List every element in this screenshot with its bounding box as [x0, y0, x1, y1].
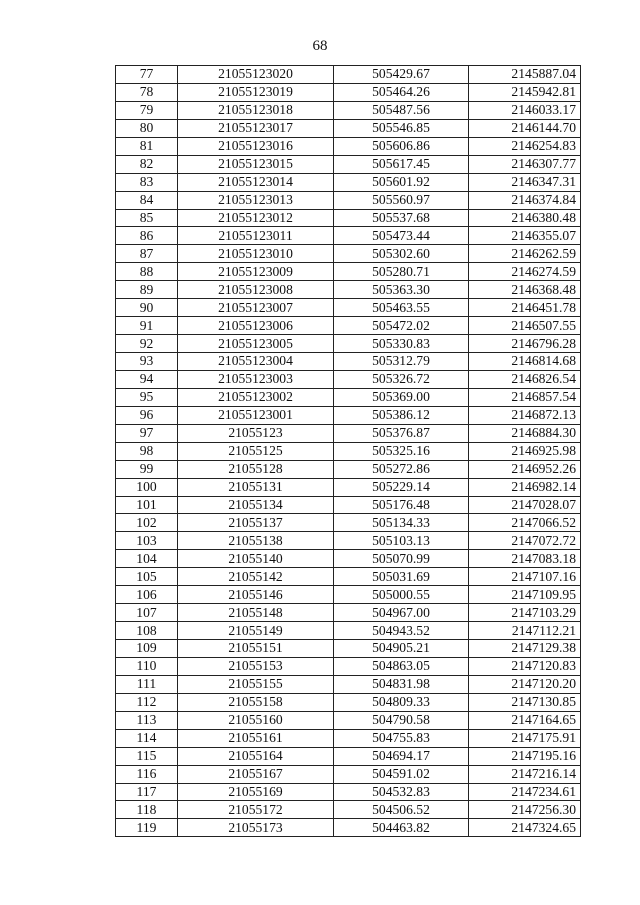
x-coordinate-cell: 505176.48	[334, 496, 469, 514]
row-number-cell: 117	[116, 783, 178, 801]
x-coordinate-cell: 504591.02	[334, 765, 469, 783]
table-row	[116, 747, 581, 765]
point-id-cell: 21055123018	[178, 101, 334, 119]
y-coordinate-cell: 2146507.55	[469, 317, 581, 335]
point-id-cell: 21055151	[178, 640, 334, 658]
table-row	[116, 550, 581, 568]
y-coordinate-cell: 2146826.54	[469, 370, 581, 388]
y-coordinate-cell: 2146857.54	[469, 388, 581, 406]
y-coordinate-cell: 2147130.85	[469, 693, 581, 711]
row-number-cell: 87	[116, 245, 178, 263]
table-row	[116, 370, 581, 388]
x-coordinate-cell: 504463.82	[334, 819, 469, 837]
point-id-cell: 21055164	[178, 747, 334, 765]
x-coordinate-cell: 504532.83	[334, 783, 469, 801]
point-id-cell: 21055173	[178, 819, 334, 837]
table-row	[116, 406, 581, 424]
point-id-cell: 21055123012	[178, 209, 334, 227]
point-id-cell: 21055148	[178, 604, 334, 622]
row-number-cell: 89	[116, 281, 178, 299]
point-id-cell: 21055167	[178, 765, 334, 783]
table-row	[116, 657, 581, 675]
table-body	[116, 66, 581, 837]
coordinates-table	[115, 65, 581, 837]
x-coordinate-cell: 505134.33	[334, 514, 469, 532]
table-row	[116, 335, 581, 353]
x-coordinate-cell: 505537.68	[334, 209, 469, 227]
x-coordinate-cell: 505463.55	[334, 299, 469, 317]
y-coordinate-cell: 2146274.59	[469, 263, 581, 281]
row-number-cell: 110	[116, 657, 178, 675]
point-id-cell: 21055123014	[178, 173, 334, 191]
x-coordinate-cell: 505280.71	[334, 263, 469, 281]
y-coordinate-cell: 2147109.95	[469, 586, 581, 604]
table-row	[116, 801, 581, 819]
point-id-cell: 21055131	[178, 478, 334, 496]
point-id-cell: 21055123008	[178, 281, 334, 299]
x-coordinate-cell: 504943.52	[334, 622, 469, 640]
x-coordinate-cell: 505546.85	[334, 119, 469, 137]
x-coordinate-cell: 504863.05	[334, 657, 469, 675]
table-row	[116, 442, 581, 460]
y-coordinate-cell: 2147234.61	[469, 783, 581, 801]
table-row	[116, 281, 581, 299]
table-row	[116, 514, 581, 532]
row-number-cell: 94	[116, 370, 178, 388]
row-number-cell: 105	[116, 568, 178, 586]
point-id-cell: 21055169	[178, 783, 334, 801]
row-number-cell: 106	[116, 586, 178, 604]
row-number-cell: 98	[116, 442, 178, 460]
x-coordinate-cell: 504905.21	[334, 640, 469, 658]
row-number-cell: 84	[116, 191, 178, 209]
table-row	[116, 388, 581, 406]
row-number-cell: 91	[116, 317, 178, 335]
y-coordinate-cell: 2147083.18	[469, 550, 581, 568]
y-coordinate-cell: 2146033.17	[469, 101, 581, 119]
y-coordinate-cell: 2146144.70	[469, 119, 581, 137]
table-row	[116, 245, 581, 263]
y-coordinate-cell: 2147072.72	[469, 532, 581, 550]
row-number-cell: 77	[116, 66, 178, 84]
row-number-cell: 114	[116, 729, 178, 747]
row-number-cell: 116	[116, 765, 178, 783]
y-coordinate-cell: 2147216.14	[469, 765, 581, 783]
table-row	[116, 675, 581, 693]
x-coordinate-cell: 505472.02	[334, 317, 469, 335]
y-coordinate-cell: 2146368.48	[469, 281, 581, 299]
y-coordinate-cell: 2146796.28	[469, 335, 581, 353]
x-coordinate-cell: 505601.92	[334, 173, 469, 191]
point-id-cell: 21055123001	[178, 406, 334, 424]
y-coordinate-cell: 2147103.29	[469, 604, 581, 622]
y-coordinate-cell: 2146380.48	[469, 209, 581, 227]
point-id-cell: 21055123010	[178, 245, 334, 263]
x-coordinate-cell: 504694.17	[334, 747, 469, 765]
row-number-cell: 88	[116, 263, 178, 281]
y-coordinate-cell: 2146982.14	[469, 478, 581, 496]
row-number-cell: 96	[116, 406, 178, 424]
table-row	[116, 496, 581, 514]
table-row	[116, 478, 581, 496]
x-coordinate-cell: 505369.00	[334, 388, 469, 406]
point-id-cell: 21055146	[178, 586, 334, 604]
row-number-cell: 118	[116, 801, 178, 819]
point-id-cell: 21055134	[178, 496, 334, 514]
table-row	[116, 137, 581, 155]
y-coordinate-cell: 2147324.65	[469, 819, 581, 837]
row-number-cell: 79	[116, 101, 178, 119]
point-id-cell: 21055160	[178, 711, 334, 729]
row-number-cell: 108	[116, 622, 178, 640]
point-id-cell: 21055123	[178, 424, 334, 442]
table-row	[116, 101, 581, 119]
table-row	[116, 263, 581, 281]
x-coordinate-cell: 505229.14	[334, 478, 469, 496]
point-id-cell: 21055123006	[178, 317, 334, 335]
row-number-cell: 113	[116, 711, 178, 729]
x-coordinate-cell: 505031.69	[334, 568, 469, 586]
x-coordinate-cell: 504790.58	[334, 711, 469, 729]
x-coordinate-cell: 505617.45	[334, 155, 469, 173]
row-number-cell: 81	[116, 137, 178, 155]
table-row	[116, 622, 581, 640]
point-id-cell: 21055123007	[178, 299, 334, 317]
row-number-cell: 107	[116, 604, 178, 622]
table-row	[116, 729, 581, 747]
point-id-cell: 21055155	[178, 675, 334, 693]
point-id-cell: 21055123004	[178, 353, 334, 371]
point-id-cell: 21055123013	[178, 191, 334, 209]
row-number-cell: 99	[116, 460, 178, 478]
x-coordinate-cell: 505272.86	[334, 460, 469, 478]
point-id-cell: 21055128	[178, 460, 334, 478]
point-id-cell: 21055138	[178, 532, 334, 550]
table-row	[116, 460, 581, 478]
point-id-cell: 21055123003	[178, 370, 334, 388]
point-id-cell: 21055123002	[178, 388, 334, 406]
y-coordinate-cell: 2146925.98	[469, 442, 581, 460]
x-coordinate-cell: 505376.87	[334, 424, 469, 442]
x-coordinate-cell: 505363.30	[334, 281, 469, 299]
y-coordinate-cell: 2147129.38	[469, 640, 581, 658]
row-number-cell: 115	[116, 747, 178, 765]
x-coordinate-cell: 505429.67	[334, 66, 469, 84]
point-id-cell: 21055123017	[178, 119, 334, 137]
row-number-cell: 111	[116, 675, 178, 693]
x-coordinate-cell: 505312.79	[334, 353, 469, 371]
y-coordinate-cell: 2146374.84	[469, 191, 581, 209]
x-coordinate-cell: 505560.97	[334, 191, 469, 209]
row-number-cell: 92	[116, 335, 178, 353]
y-coordinate-cell: 2146307.77	[469, 155, 581, 173]
row-number-cell: 119	[116, 819, 178, 837]
table-row	[116, 191, 581, 209]
row-number-cell: 104	[116, 550, 178, 568]
point-id-cell: 21055140	[178, 550, 334, 568]
row-number-cell: 78	[116, 83, 178, 101]
y-coordinate-cell: 2147066.52	[469, 514, 581, 532]
point-id-cell: 21055153	[178, 657, 334, 675]
y-coordinate-cell: 2146254.83	[469, 137, 581, 155]
y-coordinate-cell: 2146347.31	[469, 173, 581, 191]
y-coordinate-cell: 2147256.30	[469, 801, 581, 819]
point-id-cell: 21055149	[178, 622, 334, 640]
table-row	[116, 765, 581, 783]
x-coordinate-cell: 504506.52	[334, 801, 469, 819]
point-id-cell: 21055123011	[178, 227, 334, 245]
y-coordinate-cell: 2146814.68	[469, 353, 581, 371]
table-row	[116, 83, 581, 101]
table-row	[116, 783, 581, 801]
row-number-cell: 109	[116, 640, 178, 658]
row-number-cell: 101	[116, 496, 178, 514]
table-row	[116, 227, 581, 245]
y-coordinate-cell: 2146262.59	[469, 245, 581, 263]
point-id-cell: 21055123015	[178, 155, 334, 173]
row-number-cell: 112	[116, 693, 178, 711]
row-number-cell: 95	[116, 388, 178, 406]
y-coordinate-cell: 2147120.20	[469, 675, 581, 693]
row-number-cell: 102	[116, 514, 178, 532]
point-id-cell: 21055123019	[178, 83, 334, 101]
y-coordinate-cell: 2145942.81	[469, 83, 581, 101]
y-coordinate-cell: 2147164.65	[469, 711, 581, 729]
table-row	[116, 819, 581, 837]
row-number-cell: 100	[116, 478, 178, 496]
x-coordinate-cell: 505464.26	[334, 83, 469, 101]
row-number-cell: 85	[116, 209, 178, 227]
point-id-cell: 21055125	[178, 442, 334, 460]
row-number-cell: 80	[116, 119, 178, 137]
point-id-cell: 21055142	[178, 568, 334, 586]
y-coordinate-cell: 2147195.16	[469, 747, 581, 765]
table-row	[116, 66, 581, 84]
x-coordinate-cell: 505326.72	[334, 370, 469, 388]
point-id-cell: 21055123005	[178, 335, 334, 353]
y-coordinate-cell: 2147120.83	[469, 657, 581, 675]
table-row	[116, 568, 581, 586]
y-coordinate-cell: 2146355.07	[469, 227, 581, 245]
y-coordinate-cell: 2147107.16	[469, 568, 581, 586]
table-row	[116, 155, 581, 173]
x-coordinate-cell: 505606.86	[334, 137, 469, 155]
row-number-cell: 86	[116, 227, 178, 245]
x-coordinate-cell: 504967.00	[334, 604, 469, 622]
x-coordinate-cell: 505325.16	[334, 442, 469, 460]
y-coordinate-cell: 2146451.78	[469, 299, 581, 317]
table-row	[116, 586, 581, 604]
table-row	[116, 317, 581, 335]
point-id-cell: 21055172	[178, 801, 334, 819]
table-row	[116, 532, 581, 550]
row-number-cell: 82	[116, 155, 178, 173]
table-row	[116, 424, 581, 442]
table-row	[116, 711, 581, 729]
table-row	[116, 209, 581, 227]
table-row	[116, 604, 581, 622]
row-number-cell: 90	[116, 299, 178, 317]
point-id-cell: 21055123016	[178, 137, 334, 155]
point-id-cell: 21055161	[178, 729, 334, 747]
table-row	[116, 299, 581, 317]
row-number-cell: 97	[116, 424, 178, 442]
point-id-cell: 21055123009	[178, 263, 334, 281]
table-row	[116, 353, 581, 371]
row-number-cell: 93	[116, 353, 178, 371]
point-id-cell: 21055158	[178, 693, 334, 711]
point-id-cell: 21055123020	[178, 66, 334, 84]
x-coordinate-cell: 505386.12	[334, 406, 469, 424]
table-row	[116, 693, 581, 711]
y-coordinate-cell: 2147175.91	[469, 729, 581, 747]
x-coordinate-cell: 504831.98	[334, 675, 469, 693]
point-id-cell: 21055137	[178, 514, 334, 532]
x-coordinate-cell: 505487.56	[334, 101, 469, 119]
table-row	[116, 119, 581, 137]
table-row	[116, 173, 581, 191]
row-number-cell: 83	[116, 173, 178, 191]
y-coordinate-cell: 2147028.07	[469, 496, 581, 514]
x-coordinate-cell: 504809.33	[334, 693, 469, 711]
x-coordinate-cell: 505070.99	[334, 550, 469, 568]
page-number: 68	[312, 38, 328, 54]
x-coordinate-cell: 505000.55	[334, 586, 469, 604]
x-coordinate-cell: 505473.44	[334, 227, 469, 245]
x-coordinate-cell: 504755.83	[334, 729, 469, 747]
x-coordinate-cell: 505103.13	[334, 532, 469, 550]
row-number-cell: 103	[116, 532, 178, 550]
y-coordinate-cell: 2147112.21	[469, 622, 581, 640]
y-coordinate-cell: 2145887.04	[469, 66, 581, 84]
y-coordinate-cell: 2146952.26	[469, 460, 581, 478]
y-coordinate-cell: 2146884.30	[469, 424, 581, 442]
x-coordinate-cell: 505330.83	[334, 335, 469, 353]
table-row	[116, 640, 581, 658]
y-coordinate-cell: 2146872.13	[469, 406, 581, 424]
x-coordinate-cell: 505302.60	[334, 245, 469, 263]
